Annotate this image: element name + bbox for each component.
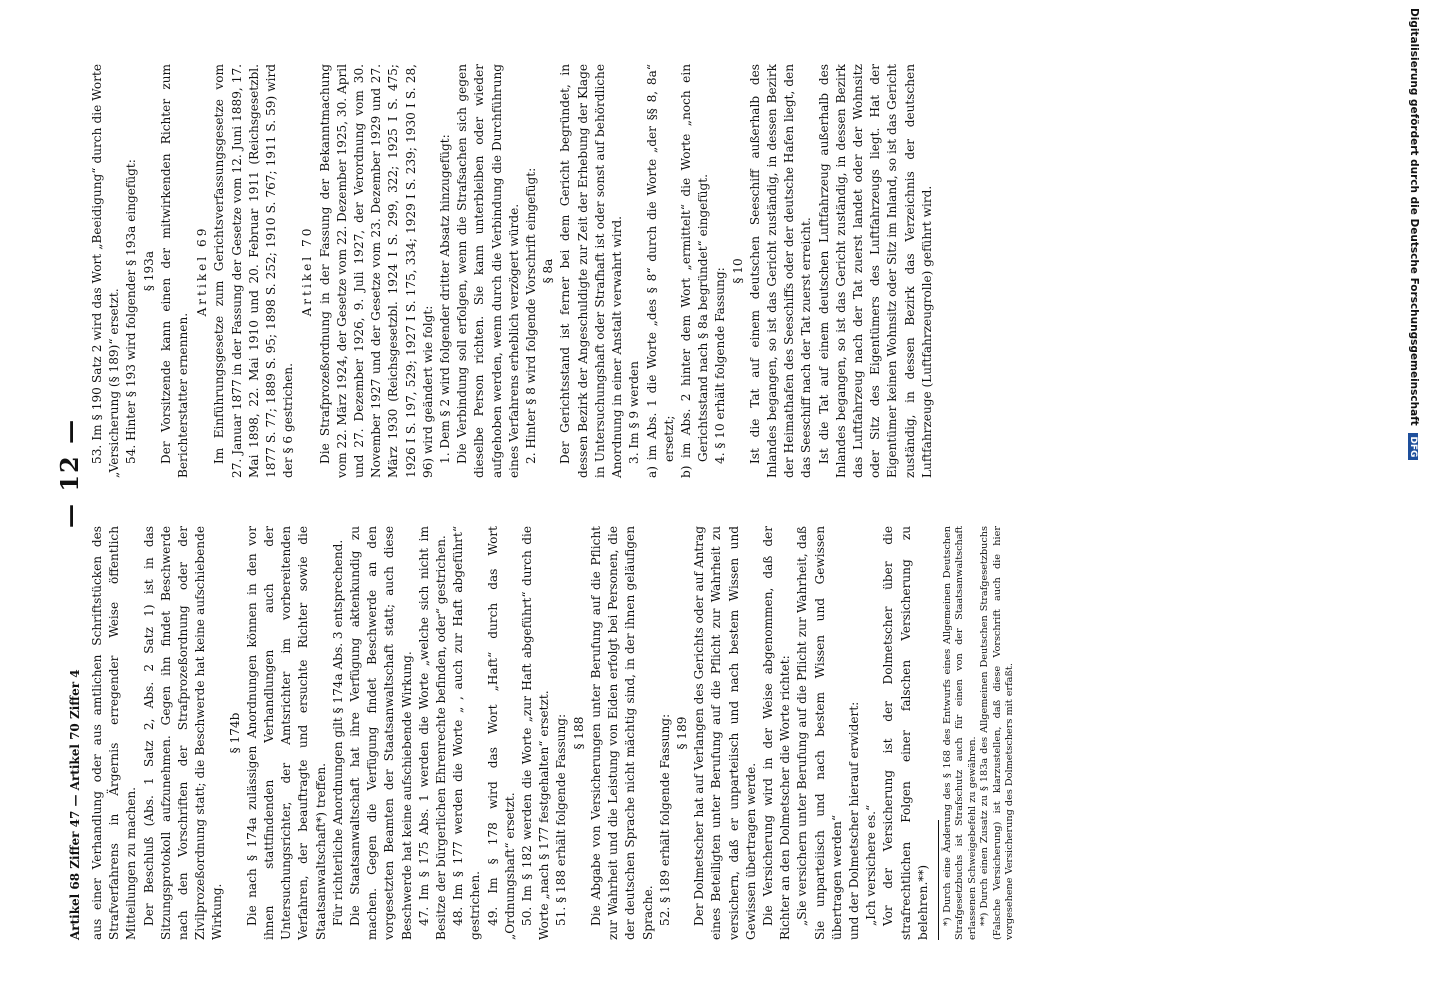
paragraph: Der Gerichtsstand ist ferner bei dem Gericht begründet, in dessen Bezirk der Angeschuldigte zur Zeit der Erhebung der Klage in Untersuchungshaft oder Strafhaft ist oder sonst auf behördliche Anordnung in einer Anstalt verwahrt wird. [558,64,625,478]
paragraph: Die Strafprozeßordnung in der Fassung der Bekanntmachung vom 22. März 1924, der Gesetze vom 22. Dezember 1925, 30. April und 27. Dezember 1926, 9. Juli 1927, der Verordnung vom 30. November 1927 und der Gesetze vom 23. Dezember 1929 und 27. März 1930 (Reichsgesetzbl. 1924 I S. 299, 322; 1925 I S. 475; 1926 I S. 197, 529; 1927 I S. 175, 334; 1929 I S. 239; 1930 I S. 28, 96) wird geändert wie folgt: [317,64,435,478]
footnote: **) Durch einen Zusatz zu § 183a des Allgemeinen Deutschen Strafgesetzbuchs (Falsche Versicherung) ist klarzustellen, daß diese Vorschrift auch die hier vorgesehene Versicherung des Dolmetschers mit erfaßt. [979,526,1015,940]
list-item: 50. Im § 182 werden die Worte „zur Haft abgeführt“ durch die Worte „nach § 177 festgehalten“ ersetzt. [520,526,552,940]
section-heading: § 193a [141,250,156,292]
right-column [89,64,936,478]
footnote: *) Durch eine Änderung des § 168 des Entwurfs eines Allgemeinen Deutschen Strafgesetzbuchs ist Strafschutz auch für einen von der Staatsanwaltschaft erlassenen Schweigebefehl zu gewähren. [941,526,978,940]
list-item: 3. Im § 9 werden [627,361,642,464]
list-item: a) im Abs. 1 die Worte „des § 8“ durch die Worte „der §§ 8, 8a“ ersetzt; [644,64,676,478]
paragraph: Der Dolmetscher hat auf Verlangen des Gerichts oder auf Antrag eines Beteiligten unter Berufung auf die Pflicht zur Wahrheit zu versichern, daß er unparteiisch und nach bestem Wissen und Gewissen übertragen werde. [692,526,758,940]
section-heading: § 189 [674,716,689,750]
list-item: 47. Im § 175 Abs. 1 werden die Worte „welche sich nicht im Besitze der bürgerlichen Ehrenrechte befinden, oder“ gestrichen. [416,526,449,940]
list-item: 51. § 188 erhält folgende Fassung: [554,713,569,926]
section-heading: § 174b [227,712,242,754]
section-heading: § 10 [730,258,745,284]
paragraph: Die Verbindung soll erfolgen, wenn die Strafsachen sich gegen dieselbe Person richten. Sie kann unterbleiben oder wieder aufgehoben werden, wenn durch die Verbindung die Durchführung eines Verfahrens erheblich verzögert würde. [455,64,521,478]
list-item: 4. § 10 erhält folgende Fassung: [713,267,728,464]
list-item: 2. Hinter § 8 wird folgende Vorschrift eingefügt: [524,167,539,464]
paragraph: Die Versicherung wird in der Weise abgenommen, daß der Richter an den Dolmetscher die Worte richtet: [760,526,793,940]
paragraph: Für richterliche Anordnungen gilt § 174a Abs. 3 entsprechend. [330,539,345,926]
section-heading: § 188 [571,716,586,750]
list-item: 53. Im § 190 Satz 2 wird das Wort „Beeidigung“ durch die Worte „Versicherung (§ 189)“ ersetzt. [90,64,122,478]
paragraph: Die Abgabe von Versicherungen unter Berufung auf die Pflicht zur Wahrheit und die Leistung von Eiden erfolgt bei Personen, die der deutschen Sprache nicht mächtig sind, in der ihnen geläufigen Sprache. [588,526,655,940]
paragraph: Im Einführungsgesetze zum Gerichtsverfassungsgesetze vom 27. Januar 1877 in der Fassung der Gesetze vom 12. Juni 1889, 17. Mai 1898, 22. Mai 1910 und 20. Februar 1911 (Reichsgesetzbl. 1877 S. 77; 1889 S. 95; 1898 S. 252; 1910 S. 767; 1911 S. 59) wird der § 6 gestrichen. [212,64,296,478]
rotated-document-page [55,60,1387,940]
paragraph: Der Beschluß (Abs. 1 Satz 2, Abs. 2 Satz 1) ist in das Sitzungsprotokoll aufzunehmen. Gegen ihn findet Beschwerde nach den Vorschriften der Strafprozeßordnung oder der Zivilprozeßordnung statt; die Beschwerde hat keine aufschiebende Wirkung. [141,526,225,940]
quotation: „Sie versichern unter Berufung auf die Pflicht zur Wahrheit, daß Sie unparteiisch und nach bestem Wissen und Gewissen übertragen werden“ [795,526,844,940]
list-item: 48. Im § 177 werden die Worte „ , auch zur Haft abgeführt“ gestrichen. [451,526,483,940]
paragraph: Ist die Tat auf einem deutschen Luftfahrzeug außerhalb des Inlandes begangen, so ist das Gericht zuständig, in dessen Bezirk das Luftfahrzeug nach der Tat zuerst landet oder der Wohnsitz oder Sitz des Eigentümers des Luftfahrzeugs liegt. Hat der Eigentümer keinen Wohnsitz oder Sitz im Inland, so ist das Gericht zuständig, in dessen Bezirk das Verzeichnis der deutschen Luftfahrzeuge (Luftfahrzeugrolle) geführt wird. [816,64,934,478]
article-heading: Artikel 69 [195,225,210,317]
paragraph: aus einer Verhandlung oder aus amtlichen Schriftstücken des Strafverfahrens in Ärgernis erregender Weise öffentlich Mitteilungen zu machen. [90,526,139,940]
list-item: 52. § 189 erhält folgende Fassung: [657,713,672,926]
quotation: „Ich versichere es.“ [864,804,879,926]
left-column [89,526,1016,940]
page-number: — 12 — [55,417,84,528]
digitization-stamp [1408,8,1420,460]
section-heading: § 8a [541,258,556,284]
list-item: 1. Dem § 2 wird folgender dritter Absatz hinzugefügt: [438,134,453,464]
footnote-rule [938,820,939,940]
paragraph: Die Staatsanwaltschaft hat ihre Verfügung aktenkundig zu machen. Gegen die Verfügung findet Beschwerde an den vorgesetzten Beamten der Staatsanwaltschaft statt; auch diese Beschwerde hat keine aufschiebende Wirkung. [348,526,414,940]
list-item: 49. Im § 178 wird das Wort „Haft“ durch das Wort „Ordnungshaft“ ersetzt. [485,526,517,940]
paragraph: und der Dolmetscher hierauf erwidert: [846,701,861,940]
running-head: Artikel 68 Ziffer 47 — Artikel 70 Ziffer 4 [68,669,82,940]
list-item: b) im Abs. 2 hinter dem Wort „ermittelt“ die Worte „noch ein Gerichtsstand nach § 8a begründet“ eingefügt. [678,64,711,478]
stamp-text: Digitalisierung gefördert durch die Deutsche Forschungsgemeinschaft [1408,8,1420,426]
dfg-logo: DFG [1408,433,1418,460]
paragraph: Ist die Tat auf einem deutschen Seeschiff außerhalb des Inlandes begangen, so ist das Gericht zuständig, in dessen Bezirk der Heimathafen des Seeschiffs oder der deutsche Hafen liegt, den das Seeschiff nach der Tat zuerst erreicht. [747,64,814,478]
paragraph: Die nach § 174a zulässigen Anordnungen können in den vor ihnen stattfindenden Verhandlungen auch der Untersuchungsrichter, der Amtsrichter im vorbereitenden Verfahren, der beauftragte und ersuchte Richter sowie die Staatsanwaltschaft*) treffen. [244,526,328,940]
article-heading: Artikel 70 [300,225,315,317]
list-item: 54. Hinter § 193 wird folgender § 193a eingefügt: [124,159,139,464]
paragraph: Der Vorsitzende kann einen der mitwirkenden Richter zum Berichterstatter ernennen. [158,64,191,478]
paragraph: Vor der Versicherung ist der Dolmetscher über die strafrechtlichen Folgen einer falschen Versicherung zu belehren.**) [881,526,930,940]
